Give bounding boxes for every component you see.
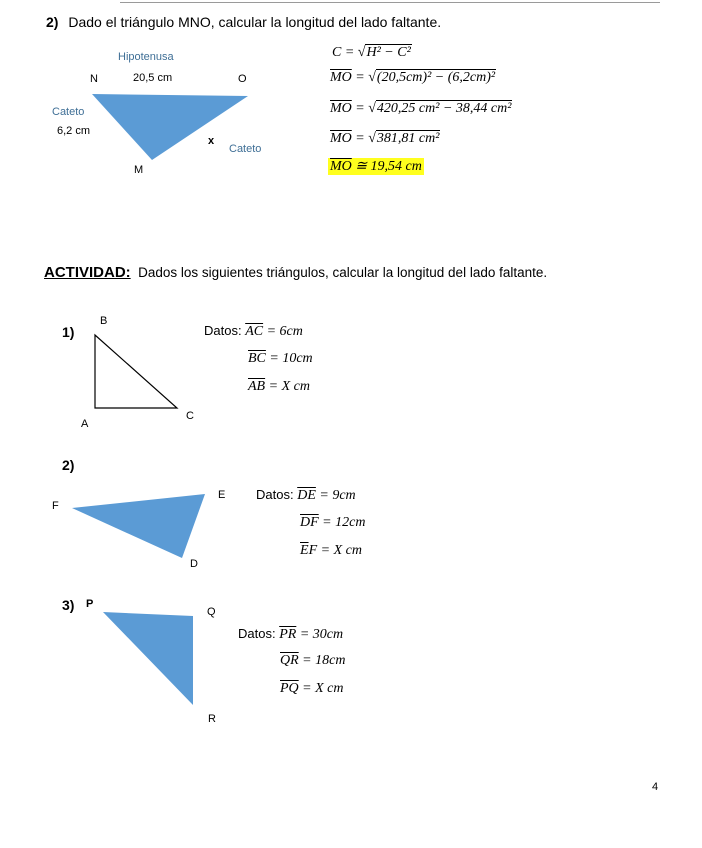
value-de: 9cm: [332, 488, 356, 503]
side-qr: $\overline{QR}$: [280, 653, 299, 668]
problem-3-data-row-3: $\overline{PQ} = X$ cm: [280, 681, 344, 696]
formula-3-lhs: $\overline{MO}$: [330, 101, 352, 116]
page-number: 4: [652, 781, 659, 793]
problem-1-number: 1): [62, 324, 75, 340]
value-qr: 18cm: [315, 653, 346, 668]
problem-1-data-row-2: $\overline{BC} = 10cm$: [248, 351, 313, 366]
formula-line-2: $\overline{MO} = √(20,5cm)^2 - (6,2cm)^2$: [330, 70, 496, 85]
value-bc: 10cm: [282, 351, 313, 366]
value-pr: 30cm: [312, 627, 344, 642]
example-number: 2): [46, 14, 59, 30]
problem-3-data-row-1: Datos: $\overline{PR} = 30cm$: [238, 626, 344, 642]
vertex-p: P: [86, 598, 94, 610]
formula-5-rhs: 19,54 cm: [370, 159, 422, 174]
formula-3-rhs: 420,25 cm² − 38,44 cm²: [376, 101, 512, 116]
hypotenuse-length: 20,5 cm: [133, 72, 173, 84]
problem-3-number: 3): [62, 597, 75, 613]
problem-2-data-row-3: $\overline{E}F = X$ cm: [300, 543, 362, 558]
vertex-o: O: [238, 73, 247, 85]
formula-4-lhs: $\overline{MO}$: [330, 131, 352, 146]
formula-2-rhs: (20,5cm)² − (6,2cm)²: [376, 70, 496, 85]
formula-1-rhs: H² − C²: [366, 45, 411, 60]
problem-1-data-row-3: $\overline{AB} = X$ cm: [248, 379, 310, 394]
side-f: F: [308, 543, 318, 558]
side-e: $\overline{E}$: [300, 543, 309, 558]
vertex-m: M: [134, 164, 144, 176]
problem-3-data-row-2: $\overline{QR} = 18cm$: [280, 653, 346, 668]
value-df: 12cm: [335, 515, 366, 530]
problem-2-data-row-2: $\overline{DF} = 12cm$: [300, 515, 366, 530]
datos-label-2: Datos:: [256, 487, 294, 502]
vertex-c: C: [186, 410, 194, 422]
problem-2-data-row-1: Datos: $\overline{DE} = 9cm$: [256, 487, 356, 503]
value-ac: 6cm: [279, 324, 303, 339]
value-ab: X cm: [281, 379, 310, 394]
side-de: $\overline{DE}$: [297, 488, 316, 503]
formula-line-3: $\overline{MO} = √420,25$ cm² − 38,44 cm²: [330, 101, 512, 116]
formula-4-rhs: 381,81 cm²: [376, 131, 440, 146]
problem-2-number: 2): [62, 457, 75, 473]
problem-1-data-row-1: Datos: $\overline{AC} = 6cm$: [204, 323, 303, 339]
value-ef: X cm: [333, 543, 362, 558]
vertex-a: A: [81, 418, 89, 430]
label-hipotenusa: Hipotenusa: [118, 51, 174, 63]
formula-line-4: $\overline{MO} = √381,81$ cm²: [330, 131, 440, 146]
side-pq: $\overline{PQ}$: [280, 681, 299, 696]
label-cateto-left: Cateto: [52, 106, 85, 118]
vertex-f: F: [52, 500, 59, 512]
vertex-r: R: [208, 713, 216, 725]
vertex-d: D: [190, 558, 198, 570]
side-bc: $\overline{BC}$: [248, 351, 266, 366]
side-df: $\overline{DF}$: [300, 515, 319, 530]
leg-length: 6,2 cm: [57, 125, 91, 137]
datos-label-3: Datos:: [238, 626, 276, 641]
formula-2-lhs: $\overline{MO}$: [330, 70, 352, 85]
value-pq: X cm: [315, 681, 344, 696]
label-cateto-right: Cateto: [229, 143, 262, 155]
unknown-x: x: [208, 135, 215, 147]
formula-result-highlight: $\overline{MO}$ ≅ 19,54 cm: [330, 159, 422, 174]
example-instruction: Dado el triángulo MNO, calcular la longitud del lado faltante.: [68, 14, 442, 30]
vertex-q: Q: [207, 606, 216, 618]
vertex-e: E: [218, 489, 226, 501]
vertex-n: N: [90, 73, 98, 85]
formula-1-lhs: C: [332, 45, 342, 60]
vertex-b: B: [100, 315, 108, 327]
formula-5-lhs: $\overline{MO}$: [330, 159, 352, 174]
side-ab: $\overline{AB}$: [248, 379, 266, 394]
formula-line-1: C = √H² − C²: [332, 45, 411, 60]
side-pr: $\overline{PR}$: [279, 627, 297, 642]
side-ac: $\overline{AC}$: [245, 324, 264, 339]
activity-title: ACTIVIDAD:: [44, 264, 131, 281]
datos-label-1: Datos:: [204, 323, 242, 338]
activity-instruction: Dados los siguientes triángulos, calcular la longitud del lado faltante.: [138, 265, 548, 280]
triangle-pqr: [103, 612, 193, 705]
